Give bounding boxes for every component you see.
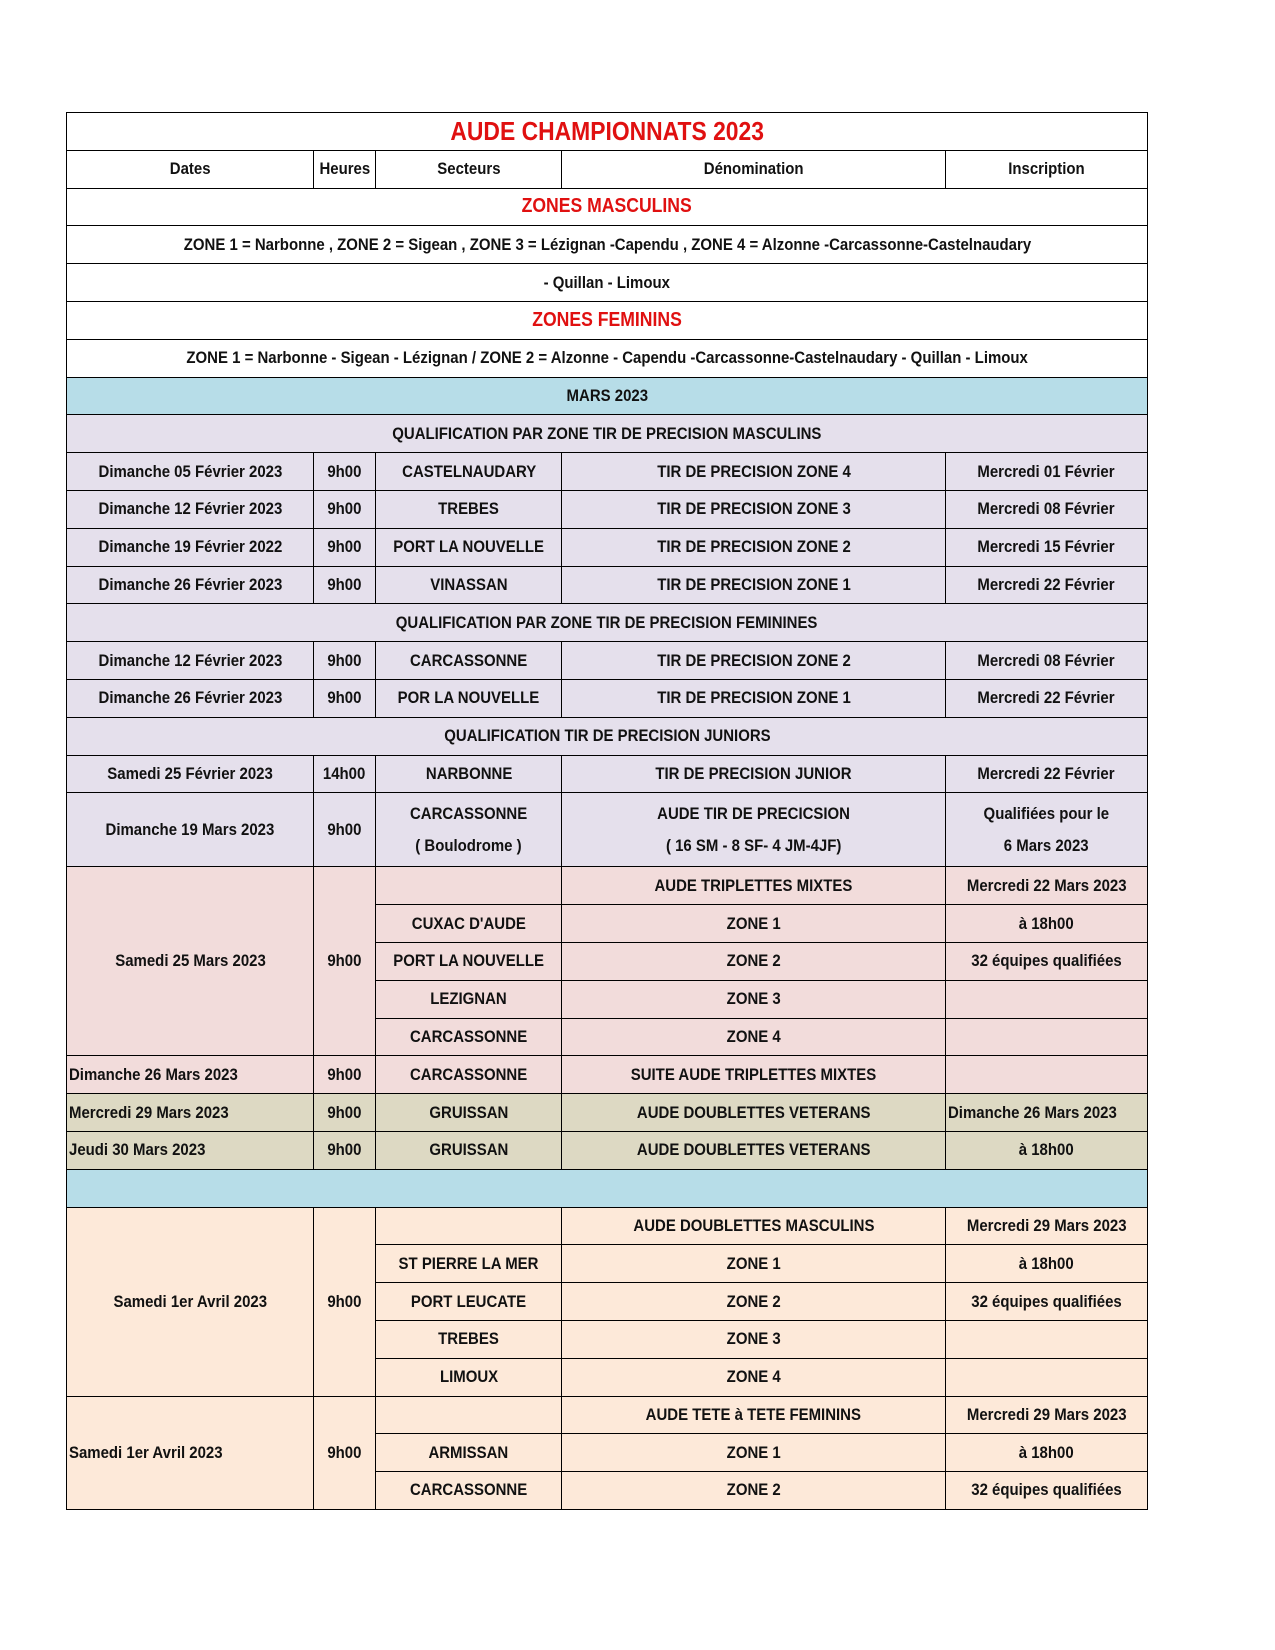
- row-zone: ZONE 4: [562, 1018, 945, 1056]
- row-secteur: LIMOUX: [375, 1358, 561, 1396]
- row-denomination: AUDE DOUBLETTES VETERANS: [562, 1131, 945, 1169]
- row-zone: ZONE 2: [562, 942, 945, 980]
- month-separator: [67, 1169, 1148, 1207]
- page-title: AUDE CHAMPIONNATS 2023: [67, 113, 1148, 151]
- row-heure: 9h00: [314, 528, 376, 566]
- row-secteur: PORT LEUCATE: [375, 1283, 561, 1321]
- qual-jun-heading: QUALIFICATION TIR DE PRECISION JUNIORS: [67, 717, 1148, 755]
- row-secteur: VINASSAN: [375, 566, 561, 604]
- row-secteur: ST PIERRE LA MER: [375, 1245, 561, 1283]
- zones-masculins-line1: ZONE 1 = Narbonne , ZONE 2 = Sigean , ZONE 3 = Lézignan -Capendu , ZONE 4 = Alzonne -Carcassonne-Castelnaudary: [67, 226, 1148, 264]
- row-denomination: TIR DE PRECISION ZONE 2: [562, 528, 945, 566]
- row-secteur: PORT LA NOUVELLE: [375, 942, 561, 980]
- row-inscription: Mercredi 08 Février: [945, 490, 1147, 528]
- row-heure: 9h00: [314, 642, 376, 680]
- row-zone: ZONE 1: [562, 905, 945, 943]
- row-inscription: Mercredi 29 Mars 2023: [945, 1396, 1147, 1434]
- row-date: Dimanche 12 Février 2023: [67, 490, 314, 528]
- qual-fem-heading: QUALIFICATION PAR ZONE TIR DE PRECISION FEMININES: [67, 604, 1148, 642]
- row-inscription: à 18h00: [945, 1245, 1147, 1283]
- row-inscription: Mercredi 22 Mars 2023: [945, 867, 1147, 905]
- header-inscription: Inscription: [945, 150, 1147, 188]
- triplettes-heure: 9h00: [314, 867, 376, 1056]
- row-secteur: TREBES: [375, 1320, 561, 1358]
- row-inscription: 32 équipes qualifiées: [945, 942, 1147, 980]
- row-denomination: TIR DE PRECISION ZONE 3: [562, 490, 945, 528]
- row-secteur: [375, 1207, 561, 1245]
- table-row: [67, 1056, 1148, 1094]
- row-denomination: TIR DE PRECISION ZONE 2: [562, 642, 945, 680]
- row-secteur: [375, 867, 561, 905]
- row-inscription: Mercredi 08 Février: [945, 642, 1147, 680]
- header-denomination: Dénomination: [562, 150, 945, 188]
- aude-tir-row: [67, 793, 1148, 867]
- row-date: Dimanche 26 Février 2023: [67, 566, 314, 604]
- table-row: [67, 453, 1148, 491]
- tete-title: AUDE TETE à TETE FEMININS: [562, 1396, 945, 1434]
- triplettes-row: [67, 867, 1148, 905]
- row-secteur: CARCASSONNE: [375, 642, 561, 680]
- row-zone: ZONE 3: [562, 980, 945, 1018]
- championship-sheet: [66, 112, 1148, 1510]
- month-mars-heading: MARS 2023: [67, 377, 1148, 415]
- row-inscription: [945, 1320, 1147, 1358]
- row-zone: ZONE 1: [562, 1434, 945, 1472]
- row-date: Dimanche 19 Février 2022: [67, 528, 314, 566]
- row-denomination: TIR DE PRECISION ZONE 4: [562, 453, 945, 491]
- doublettes-date: Samedi 1er Avril 2023: [67, 1207, 314, 1396]
- row-inscription: à 18h00: [945, 1131, 1147, 1169]
- header-secteurs: Secteurs: [375, 150, 561, 188]
- row-secteur: TREBES: [375, 490, 561, 528]
- row-inscription: Mercredi 22 Février: [945, 755, 1147, 793]
- header-heures: Heures: [314, 150, 376, 188]
- row-inscription: 32 équipes qualifiées: [945, 1472, 1147, 1510]
- zones-feminins-heading: ZONES FEMININS: [67, 301, 1148, 339]
- row-secteur: CARCASSONNE ( Boulodrome ): [375, 793, 561, 867]
- row-secteur: GRUISSAN: [375, 1131, 561, 1169]
- row-secteur: CARCASSONNE: [375, 1472, 561, 1510]
- row-inscription: Mercredi 29 Mars 2023: [945, 1207, 1147, 1245]
- zones-feminins-line1: ZONE 1 = Narbonne - Sigean - Lézignan / ZONE 2 = Alzonne - Capendu -Carcassonne-Castelnaudary - Quillan - Limoux: [67, 339, 1148, 377]
- row-denomination: TIR DE PRECISION JUNIOR: [562, 755, 945, 793]
- doublettes-heure: 9h00: [314, 1207, 376, 1396]
- row-denomination: AUDE DOUBLETTES VETERANS: [562, 1094, 945, 1132]
- row-denomination: AUDE TIR DE PRECICSION ( 16 SM - 8 SF- 4 JM-4JF): [562, 793, 945, 867]
- row-heure: 9h00: [314, 679, 376, 717]
- row-heure: 9h00: [314, 1056, 376, 1094]
- row-heure: 9h00: [314, 453, 376, 491]
- row-secteur: LEZIGNAN: [375, 980, 561, 1018]
- row-inscription: Qualifiées pour le 6 Mars 2023: [945, 793, 1147, 867]
- tete-heure: 9h00: [314, 1396, 376, 1509]
- table-row: [67, 528, 1148, 566]
- row-zone: ZONE 2: [562, 1472, 945, 1510]
- row-secteur: PORT LA NOUVELLE: [375, 528, 561, 566]
- row-inscription: [945, 1056, 1147, 1094]
- row-zone: ZONE 4: [562, 1358, 945, 1396]
- table-row: [67, 1131, 1148, 1169]
- row-heure: 9h00: [314, 1094, 376, 1132]
- doublettes-row: [67, 1207, 1148, 1245]
- row-inscription: [945, 980, 1147, 1018]
- doublettes-title: AUDE DOUBLETTES MASCULINS: [562, 1207, 945, 1245]
- table-row: [67, 755, 1148, 793]
- row-date: Dimanche 12 Février 2023: [67, 642, 314, 680]
- schedule-table: [66, 112, 1148, 1510]
- row-date: Mercredi 29 Mars 2023: [67, 1094, 314, 1132]
- header-dates: Dates: [67, 150, 314, 188]
- row-zone: ZONE 1: [562, 1245, 945, 1283]
- row-inscription: Dimanche 26 Mars 2023: [945, 1094, 1147, 1132]
- row-secteur: ARMISSAN: [375, 1434, 561, 1472]
- row-inscription: [945, 1018, 1147, 1056]
- row-heure: 9h00: [314, 1131, 376, 1169]
- row-date: Dimanche 26 Mars 2023: [67, 1056, 314, 1094]
- row-date: Samedi 25 Février 2023: [67, 755, 314, 793]
- row-denomination: SUITE AUDE TRIPLETTES MIXTES: [562, 1056, 945, 1094]
- row-date: Dimanche 26 Février 2023: [67, 679, 314, 717]
- row-secteur: CASTELNAUDARY: [375, 453, 561, 491]
- triplettes-title: AUDE TRIPLETTES MIXTES: [562, 867, 945, 905]
- row-denomination: TIR DE PRECISION ZONE 1: [562, 566, 945, 604]
- row-date: Dimanche 05 Février 2023: [67, 453, 314, 491]
- row-inscription: à 18h00: [945, 1434, 1147, 1472]
- row-heure: 14h00: [314, 755, 376, 793]
- table-row: [67, 566, 1148, 604]
- row-inscription: 32 équipes qualifiées: [945, 1283, 1147, 1321]
- row-zone: ZONE 2: [562, 1283, 945, 1321]
- row-secteur: [375, 1396, 561, 1434]
- zones-masculins-heading: ZONES MASCULINS: [67, 188, 1148, 226]
- table-row: [67, 642, 1148, 680]
- row-inscription: [945, 1358, 1147, 1396]
- qual-masc-heading: QUALIFICATION PAR ZONE TIR DE PRECISION MASCULINS: [67, 415, 1148, 453]
- row-inscription: Mercredi 22 Février: [945, 566, 1147, 604]
- row-inscription: à 18h00: [945, 905, 1147, 943]
- row-zone: ZONE 3: [562, 1320, 945, 1358]
- row-heure: 9h00: [314, 566, 376, 604]
- row-heure: 9h00: [314, 793, 376, 867]
- row-inscription: Mercredi 01 Février: [945, 453, 1147, 491]
- row-secteur: NARBONNE: [375, 755, 561, 793]
- tete-date: Samedi 1er Avril 2023: [67, 1396, 314, 1509]
- table-row: [67, 490, 1148, 528]
- row-denomination: TIR DE PRECISION ZONE 1: [562, 679, 945, 717]
- row-secteur: POR LA NOUVELLE: [375, 679, 561, 717]
- title-row: [67, 113, 1148, 151]
- triplettes-date: Samedi 25 Mars 2023: [67, 867, 314, 1056]
- row-inscription: Mercredi 22 Février: [945, 679, 1147, 717]
- row-secteur: CARCASSONNE: [375, 1056, 561, 1094]
- row-secteur: GRUISSAN: [375, 1094, 561, 1132]
- row-heure: 9h00: [314, 490, 376, 528]
- row-secteur: CARCASSONNE: [375, 1018, 561, 1056]
- table-row: [67, 679, 1148, 717]
- row-date: Dimanche 19 Mars 2023: [67, 793, 314, 867]
- tete-row: [67, 1396, 1148, 1434]
- zones-masculins-line2: - Quillan - Limoux: [67, 264, 1148, 302]
- row-secteur: CUXAC D'AUDE: [375, 905, 561, 943]
- row-inscription: Mercredi 15 Février: [945, 528, 1147, 566]
- table-row: [67, 1094, 1148, 1132]
- header-row: [67, 150, 1148, 188]
- row-date: Jeudi 30 Mars 2023: [67, 1131, 314, 1169]
